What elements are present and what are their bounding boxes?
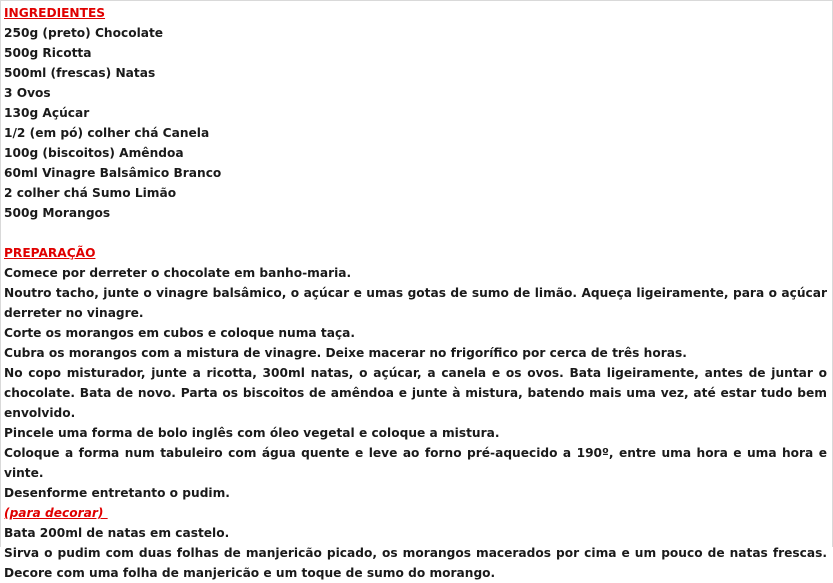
preparation-step: Coloque a forma num tabuleiro com água quente e leve ao forno pré-aquecido a 190º, entre uma hora e uma hora e vinte. — [4, 446, 827, 480]
ingredient-item: 60ml Vinagre Balsâmico Branco — [4, 166, 222, 180]
preparation-step: Comece por derreter o chocolate em banho-maria. — [4, 266, 352, 280]
preparation-step: Noutro tacho, junte o vinagre balsâmico, o açúcar e umas gotas de sumo de limão. Aqueça ligeiramente, para o açúcar derreter no vinagre. — [4, 286, 827, 320]
decorate-step: Sirva o pudim com duas folhas de manjericão picado, os morangos macerados por cima e um pouco de natas frescas. Decore com uma folha de manjericão e um toque de sumo do morango. — [4, 546, 827, 580]
preparation-step: Desenforme entretanto o pudim. — [4, 486, 230, 500]
preparation-step: Corte os morangos em cubos e coloque numa taça. — [4, 326, 356, 340]
ingredients-heading: INGREDIENTES — [4, 6, 106, 20]
ingredient-item: 100g (biscoitos) Amêndoa — [4, 146, 184, 160]
decorate-heading: (para decorar) — [4, 506, 108, 520]
ingredient-item: 1/2 (em pó) colher chá Canela — [4, 126, 210, 140]
ingredient-item: 3 Ovos — [4, 86, 51, 100]
ingredient-item: 500g Ricotta — [4, 46, 92, 60]
preparation-step: Pincele uma forma de bolo inglês com óleo vegetal e coloque a mistura. — [4, 426, 500, 440]
preparation-step: No copo misturador, junte a ricotta, 300ml natas, o açúcar, a canela e os ovos. Bata ligeiramente, antes de juntar o chocolate. Bata de novo. Parta os biscoitos de amêndoa e junte à mistura, batendo mais uma vez, até estar tudo bem envolvido. — [4, 366, 827, 420]
ingredient-item: 130g Açúcar — [4, 106, 90, 120]
preparation-step: Cubra os morangos com a mistura de vinagre. Deixe macerar no frigorífico por cerca de três horas. — [4, 346, 687, 360]
decorate-step: Bata 200ml de natas em castelo. — [4, 526, 230, 540]
ingredient-item: 500ml (frescas) Natas — [4, 66, 156, 80]
ingredient-item: 2 colher chá Sumo Limão — [4, 186, 177, 200]
spacer — [4, 223, 827, 243]
preparation-heading: PREPARAÇÃO — [4, 246, 96, 260]
ingredient-item: 250g (preto) Chocolate — [4, 26, 164, 40]
ingredient-item: 500g Morangos — [4, 206, 111, 220]
